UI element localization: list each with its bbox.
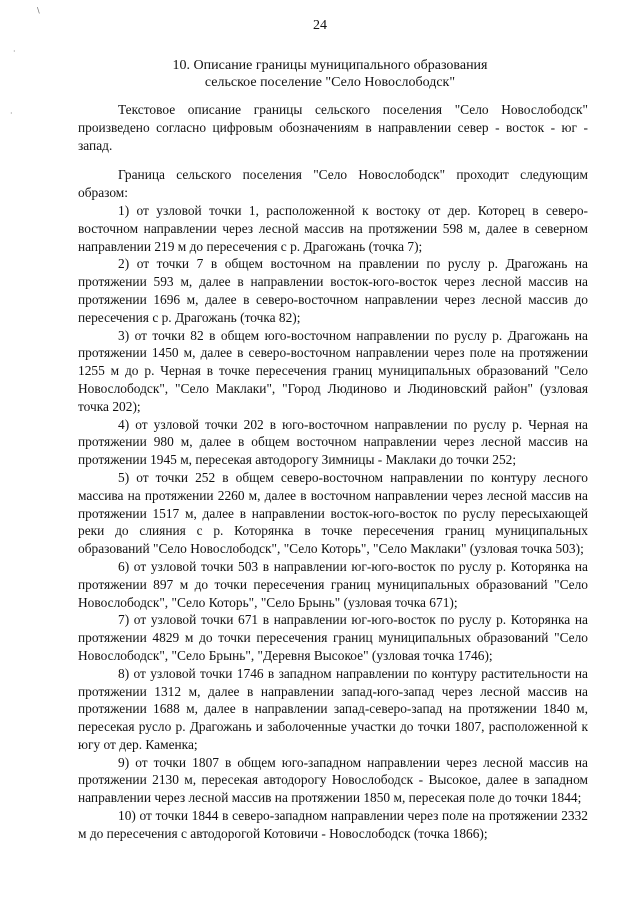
boundary-item-7: 7) от узловой точки 671 в направлении юг-юго-восток по руслу р. Которянка на протяжении 4829 м до точки пересечения границ муниципальных образований "Село Новослободск", "Село Брынь", "Деревня Высокое" (узловая точка 1746);: [78, 612, 588, 663]
boundary-item-5: 5) от точки 252 в общем северо-восточном направлении по контуру лесного массива на протяжении 2260 м, далее в восточном направлении через лесной массив на протяжении 1517 м, далее в направлении восток-юго-восток по руслу пересыхающей реки до слияния с р. Которянка в точке пересечения границ муниципальных образований "Село Новослободск", "Село Которь", "Село Маклаки" (узловая точка 503);: [78, 469, 588, 557]
boundary-item-6: 6) от узловой точки 503 в направлении юг-юго-восток по руслу р. Которянка на протяжении 897 м до точки пересечения границ муниципальных образований "Село Новослободск", "Село Которь", "Село Брынь" (узловая точка 671);: [78, 558, 588, 610]
page-number: 24: [313, 18, 327, 33]
scan-mark: ·: [13, 47, 16, 56]
boundary-item-1: 1) от узловой точки 1, расположенной к востоку от дер. Которец в северо-восточном направлении через лесной массив на протяжении 598 м, далее в северном направлении 219 м до пересечения с р. Драгожань (точка 7);: [78, 202, 588, 254]
boundary-item-9: 9) от точки 1807 в общем юго-западном направлении через лесной массив на протяжении 2130 м, пересекая автодорогу Новослободск - Высокое, далее в западном направлении через лесной массив на протяжении 1850 м, пересекая поле до точки 1844;: [78, 754, 588, 806]
boundary-item-2: 2) от точки 7 в общем восточном на правлении по руслу р. Драгожань на протяжении 593 м, далее в направлении восток-юго-восток через лесной массив на протяжении 1696 м, далее в северо-восточном направлении через лесной массив до пересечения с р. Драгожань (точка 82);: [78, 256, 588, 325]
lead-paragraph: Граница сельского поселения "Село Новослободск" проходит следующим образом:: [78, 167, 588, 201]
heading-line-2: сельское поселение "Село Новослободск": [204, 75, 456, 90]
boundary-item-8: 8) от узловой точки 1746 в западном направлении по контуру растительности на протяжении 1312 м, далее в направлении запад-юго-запад через лесной массив на протяжении 1688 м, далее в направлении запад-северо-запад на протяжении 1840 м, пересекая русло р. Драгожань и заболоченные участки до точки 1807, расположенной к югу от дер. Каменка;: [78, 665, 588, 752]
section-heading: [80, 57, 580, 91]
boundary-item-4: 4) от узловой точки 202 в юго-восточном направлении по руслу р. Черная на протяжении 980 м, далее в общем восточном направлении через лесной массив на протяжении 1945 м, пересекая автодорогу Зимницы - Маклаки до точки 252;: [78, 416, 588, 468]
scan-mark: ·: [10, 109, 13, 118]
scan-mark: \: [37, 6, 40, 15]
heading-line-1: 10. Описание границы муниципального образования: [172, 58, 488, 73]
intro-paragraph: Текстовое описание границы сельского поселения "Село Новослободск" произведено согласно цифровым обозначениям в направлении север - восток - юг - запад.: [78, 102, 588, 153]
boundary-item-10: 10) от точки 1844 в северо-западном направлении через поле на протяжении 2332 м до пересечения с автодорогой Котовичи - Новослободск (точка 1866);: [78, 808, 588, 841]
boundary-item-3: 3) от точки 82 в общем юго-восточном направлении по руслу р. Драгожань на протяжении 1450 м, далее в северо-восточном направлении через поле на протяжении 1255 м до р. Черная в точке пересечения границ муниципальных образований "Село Новослободск", "Село Маклаки", "Город Людиново и Людиновский район" (узловая точка 202);: [78, 327, 588, 414]
document-body: [78, 101, 588, 843]
